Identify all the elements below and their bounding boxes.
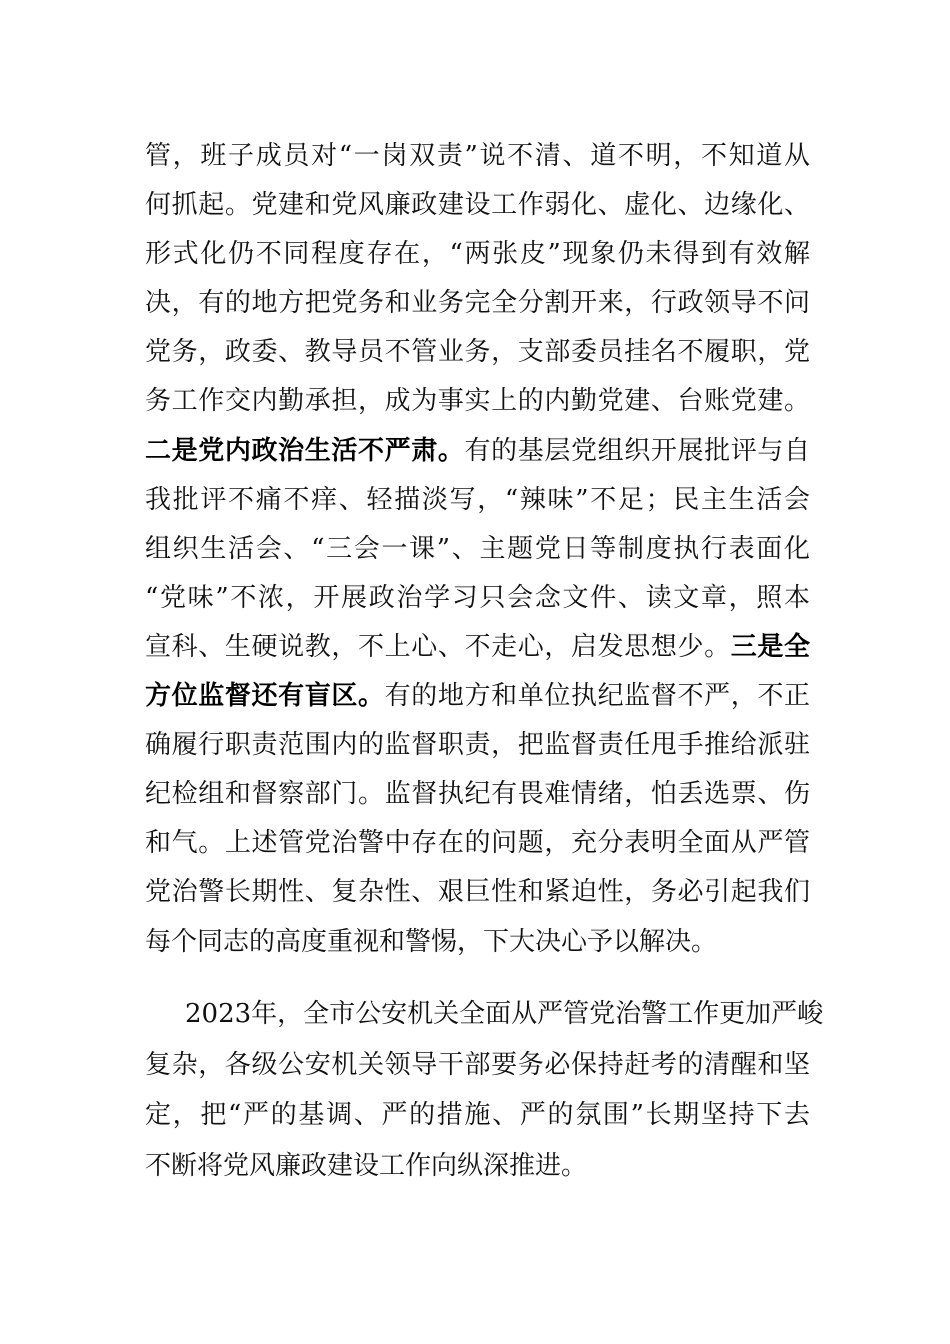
- text-line: [145, 181, 810, 230]
- text-line: [145, 1090, 810, 1141]
- text-line: [145, 525, 810, 574]
- text-run: 宣科、生硬说教，不上心、不走心，启发思想少。: [145, 631, 731, 662]
- text-line: [145, 989, 824, 1040]
- text-line: [145, 279, 810, 328]
- text-line: [145, 918, 810, 967]
- bold-heading-run: 二是党内政治生活不严肃。: [145, 435, 465, 466]
- text-run: 和气。上述管党治警中存在的问题，充分表明全面从严管: [145, 828, 810, 859]
- text-line: [145, 230, 810, 279]
- text-run: 组织生活会、“三会一课”、主题党日等制度执行表面化: [145, 533, 810, 564]
- bold-heading-run: 方位监督还有盲区。: [145, 681, 385, 712]
- text-line: [145, 328, 810, 377]
- text-run: 管，班子成员对“一岗双责”说不清、道不明，不知道从: [145, 141, 810, 171]
- text-run: 党治警长期性、复杂性、艰巨性和紧迫性，务必引起我们: [145, 877, 810, 908]
- text-run: 我批评不痛不痒、轻描淡写，“辣味”不足；民主生活会: [145, 484, 810, 515]
- text-line: [145, 623, 810, 672]
- text-line: [145, 1141, 810, 1192]
- text-line: [145, 132, 810, 181]
- text-line: [145, 672, 810, 721]
- text-run: 有的基层党组织开展批评与自: [464, 435, 810, 466]
- body-paragraph-2: [145, 989, 824, 1192]
- text-run: 纪检组和督察部门。监督执纪有畏难情绪，怕丢选票、伤: [145, 779, 810, 810]
- text-line: [145, 721, 810, 770]
- text-run: 党务，政委、教导员不管业务，支部委员挂名不履职，党: [145, 337, 810, 368]
- text-run: 定，把“严的基调、严的措施、严的氛围”长期坚持下去: [145, 1100, 810, 1131]
- text-run: 确履行职责范围内的监督职责，把监督责任甩手推给派驻: [145, 730, 810, 761]
- bold-heading-run: 三是全: [730, 631, 810, 662]
- text-run: 形式化仍不同程度存在，“两张皮”现象仍未得到有效解: [145, 239, 810, 270]
- text-run: 何抓起。党建和党风廉政建设工作弱化、虚化、边缘化、: [145, 190, 810, 221]
- text-line: [145, 574, 810, 623]
- text-run: 不断将党风廉政建设工作向纵深推进。: [145, 1151, 588, 1182]
- text-line: [145, 819, 810, 868]
- body-paragraph-1: [145, 132, 810, 967]
- text-run: 2023年，全市公安机关全面从严管党治警工作更加严峻: [185, 999, 824, 1029]
- text-run: “党味”不浓，开展政治学习只会念文件、读文章，照本: [145, 582, 810, 613]
- text-line: [145, 1040, 810, 1091]
- text-run: 有的地方和单位执纪监督不严，不正: [384, 681, 810, 712]
- text-run: 务工作交内勤承担，成为事实上的内勤党建、台账党建。: [145, 386, 810, 417]
- text-line: [145, 770, 810, 819]
- text-run: 决，有的地方把党务和业务完全分割开来，行政领导不问: [145, 288, 810, 319]
- text-run: 复杂，各级公安机关领导干部要务必保持赶考的清醒和坚: [145, 1049, 810, 1080]
- text-line: [145, 377, 810, 426]
- text-run: 每个同志的高度重视和警惕，下大决心予以解决。: [145, 926, 718, 957]
- text-line: [145, 427, 810, 476]
- text-line: [145, 868, 810, 917]
- text-line: [145, 476, 810, 525]
